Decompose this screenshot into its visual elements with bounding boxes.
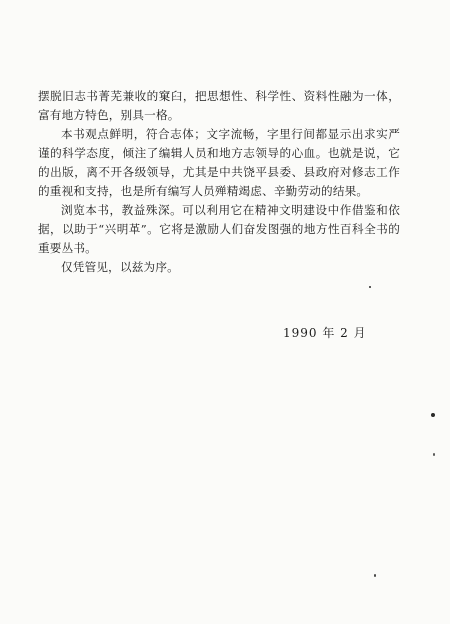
paragraph-3: 浏览本书，教益殊深。可以利用它在精神文明建设中作借鉴和依据，以助于“兴明革”。它将是激励人们奋发图强的地方性百科全书的重要丛书。 (38, 203, 400, 255)
paragraph-2: 本书观点鲜明，符合志体；文字流畅，字里行间都显示出求实严谨的科学态度，倾注了编辑人员和地方志领导的心血。也就是说，它的出版，离不开各级领导，尤其是中共饶平县委、县政府对修志工作的重视和支持，也是所有编写人员殚精竭虑、辛勤劳动的结果。 (38, 127, 400, 198)
paragraph-4: 仅凭管见，以兹为序。 (61, 260, 179, 274)
scan-speck (374, 574, 376, 577)
scan-speck (431, 413, 435, 417)
scan-speck (433, 453, 435, 456)
paragraph-1: 摆脱旧志书菁芜兼收的窠臼，把思想性、科学性、资料性融为一体，富有地方特色，别具一格。 (38, 89, 400, 122)
date-line: 1990 年 2 月 (283, 326, 367, 340)
scan-speck (369, 286, 371, 288)
